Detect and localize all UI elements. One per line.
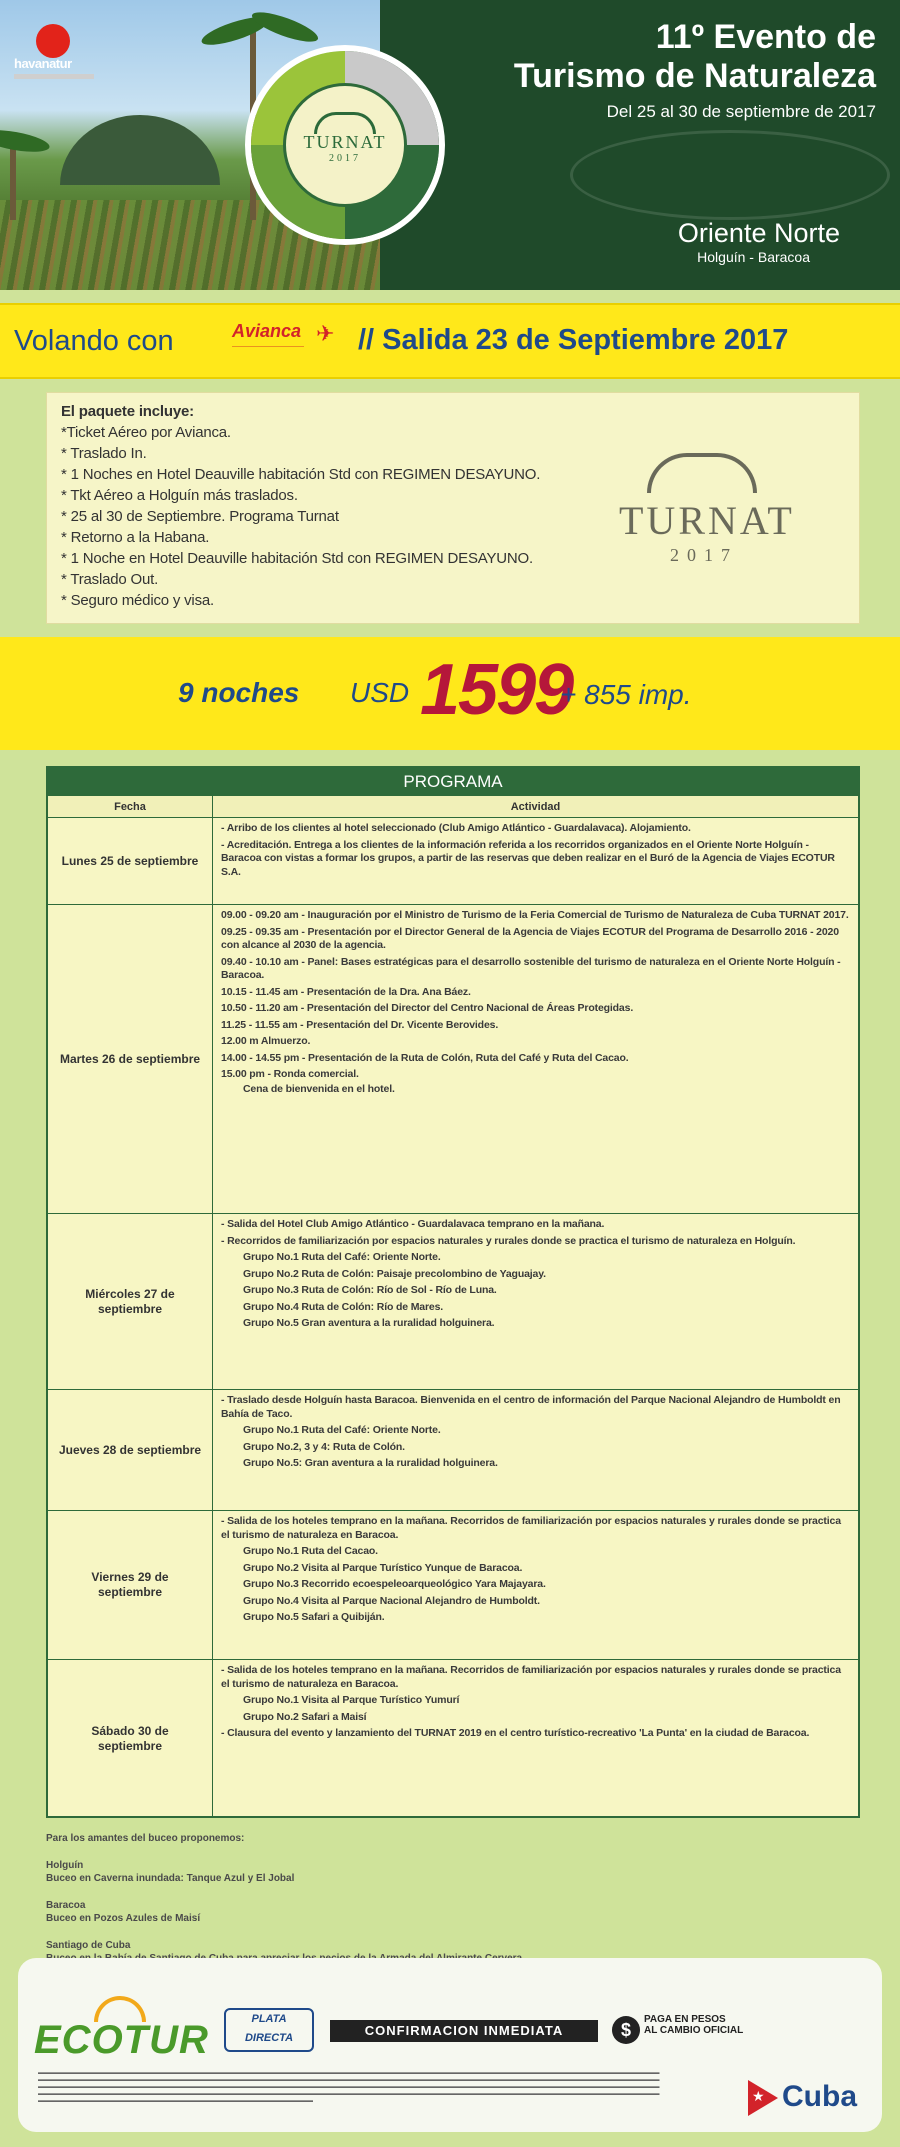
- pay-line-1: PAGA EN PESOS: [644, 2014, 726, 2025]
- bird-icon: ✈: [316, 321, 335, 346]
- event-dates: Del 25 al 30 de septiembre de 2017: [606, 102, 876, 121]
- activity-line: Grupo No.1 Ruta del Cacao.: [243, 1545, 378, 1557]
- turnat-year: 2017: [329, 153, 361, 164]
- program-title: PROGRAMA: [48, 768, 858, 796]
- activity-line: - Arribo de los clientes al hotel seleccionado (Club Amigo Atlántico - Guardalavaca). Alojamiento.: [221, 822, 691, 834]
- brand-name: havanatur: [14, 56, 72, 71]
- activity-line: Grupo No.2 Safari a Maisí: [243, 1710, 367, 1723]
- ecotur-logo: [34, 1996, 224, 2066]
- airline-name: Avianca: [232, 321, 302, 341]
- activity-line: Cena de bienvenida en el hotel.: [243, 1082, 395, 1095]
- activity-line: Grupo No.2 Ruta de Colón: Paisaje precolombino de Yaguajay.: [243, 1267, 546, 1280]
- table-header: [48, 796, 858, 818]
- row-date: Sábado 30 de septiembre: [48, 1660, 213, 1817]
- activity-line: Grupo No.4 Visita al Parque Nacional Alejandro de Humboldt.: [243, 1594, 540, 1607]
- decorative-swoosh: [570, 130, 890, 220]
- row-activities: [213, 818, 858, 904]
- activity-line: Grupo No.5: Gran aventura a la ruralidad holguinera.: [243, 1457, 498, 1469]
- activity-line: - Recorridos de familiarización por espacios naturales y rurales donde se practica el turismo de naturaleza en Holguín.: [221, 1234, 796, 1247]
- pay-text: [644, 2014, 743, 2036]
- spacer: [46, 1845, 860, 1859]
- brand-underline: [14, 74, 94, 79]
- region-name: Oriente Norte: [677, 218, 840, 248]
- pay-line-2: AL CAMBIO OFICIAL: [644, 2025, 744, 2036]
- plata-directa-badge: [224, 2008, 314, 2052]
- package-item: * Tkt Aéreo a Holguín más traslados.: [61, 487, 298, 504]
- activity-line: 12.00 m Almuerzo.: [221, 1035, 311, 1047]
- watermark-year: 2017: [670, 545, 738, 565]
- table-row: [48, 905, 858, 1214]
- nights-label: 9 noches: [178, 677, 300, 708]
- currency-label: USD: [350, 677, 410, 708]
- activity-line: Grupo No.4 Ruta de Colón: Río de Mares.: [243, 1300, 444, 1313]
- footer-panel: [18, 1958, 882, 2132]
- ecotur-word: ECOTUR: [34, 2018, 209, 2062]
- plata-line-1: PLATA: [251, 2013, 287, 2025]
- package-item: * 25 al 30 de Septiembre. Programa Turnat: [61, 508, 339, 525]
- program-table: [46, 766, 860, 1818]
- activity-line: - Clausura del evento y lanzamiento del TURNAT 2019 en el centro turístico-recreativo 'La Punta' en la ciudad de Baracoa.: [221, 1727, 810, 1739]
- table-row: [48, 1660, 858, 1817]
- package-item: *Ticket Aéreo por Avianca.: [61, 424, 231, 441]
- region-label: [678, 218, 840, 265]
- activity-line: 09.40 - 10.10 am - Panel: Bases estratégicas para el desarrollo sostenible del turismo de naturaleza en el Oriente Norte Holguín - Baracoa.: [221, 955, 841, 981]
- event-header: [0, 0, 900, 290]
- cuba-word: Cuba: [782, 2080, 857, 2113]
- flight-banner: [0, 303, 900, 379]
- activity-line: 10.15 - 11.45 am - Presentación de la Dra. Ana Báez.: [221, 985, 471, 998]
- arch-icon: [314, 112, 376, 134]
- activity-line: 10.50 - 11.20 am - Presentación del Director del Centro Nacional de Áreas Protegidas.: [221, 1002, 634, 1014]
- pay-in-pesos-badge: [612, 2012, 752, 2048]
- activity-line: Grupo No.1 Ruta del Café: Oriente Norte.: [243, 1424, 441, 1436]
- diving-section: [46, 1832, 860, 1965]
- cuba-logo: [748, 2076, 866, 2122]
- table-row: [48, 818, 858, 905]
- activity-line: Grupo No.1 Ruta del Café: Oriente Norte.: [243, 1251, 441, 1263]
- spacer: [46, 1885, 860, 1899]
- title-line-2: Turismo de Naturaleza: [513, 57, 876, 95]
- subregion-name: Holguín - Baracoa: [697, 249, 810, 265]
- tax-label: + 855 imp.: [560, 679, 692, 710]
- price-banner: [0, 637, 900, 750]
- row-date: Jueves 28 de septiembre: [48, 1390, 213, 1510]
- arch-icon: [647, 453, 757, 493]
- airline-tagline-bar: ————————————: [232, 344, 304, 350]
- departure-date: // Salida 23 de Septiembre 2017: [358, 324, 789, 356]
- plata-line-2: DIRECTA: [244, 2032, 294, 2044]
- legal-fine-print: ▬▬▬▬▬▬▬▬▬▬▬▬▬▬▬▬▬▬▬▬▬▬▬▬▬▬▬▬▬▬▬▬▬▬▬▬▬▬▬▬▬▬▬▬▬▬▬▬▬▬▬▬▬▬▬▬▬▬▬▬▬▬▬▬▬▬▬▬▬▬▬▬▬▬▬▬▬▬▬▬▬▬▬▬▬▬▬▬▬▬▬▬▬▬▬▬▬▬▬▬▬▬▬▬▬▬▬▬▬▬▬▬▬ ▬▬▬▬▬▬▬▬▬▬▬▬▬▬▬▬▬▬▬▬▬▬▬▬▬▬▬▬▬▬▬▬▬▬▬▬▬▬▬▬▬▬▬▬▬▬▬▬▬▬▬▬▬▬▬▬▬▬▬▬▬▬▬▬▬▬▬▬▬▬▬▬▬▬▬▬▬▬▬▬▬▬▬▬▬▬▬▬▬▬▬▬▬▬▬▬▬▬▬▬▬▬▬▬▬▬▬▬▬▬▬▬▬ ▬▬▬▬▬▬▬▬▬▬▬▬▬▬▬▬▬▬▬▬▬▬▬▬▬▬▬▬▬▬▬▬▬▬▬▬▬▬▬▬▬▬▬▬▬▬▬▬▬▬▬▬▬▬▬▬▬▬▬▬▬▬▬▬▬▬▬▬▬▬▬▬▬▬▬▬▬▬▬▬▬▬▬▬▬▬▬▬▬▬▬▬▬▬▬▬▬▬▬▬▬▬▬▬▬▬▬▬▬▬▬▬▬ ▬▬▬▬▬▬▬▬▬▬▬▬▬▬▬▬▬▬▬▬▬▬▬▬▬▬▬▬▬▬▬▬▬▬▬▬▬▬▬▬▬▬▬▬▬▬▬▬▬▬▬▬▬▬▬▬▬▬▬▬▬▬▬▬▬▬▬▬▬▬▬▬▬▬▬▬▬▬▬▬▬▬▬▬▬▬▬▬▬▬▬▬▬▬▬▬▬▬▬▬▬▬▬▬▬▬▬▬▬▬▬▬▬ ▬▬▬▬▬▬▬▬▬▬▬▬▬▬▬▬▬▬▬▬▬▬▬▬▬▬▬▬▬▬▬▬▬▬▬▬▬▬▬▬▬▬▬▬▬▬▬▬▬▬: [38, 2070, 660, 2104]
- havanatur-logo: [14, 24, 104, 94]
- activity-line: 11.25 - 11.55 am - Presentación del Dr. Vicente Berovides.: [221, 1018, 499, 1031]
- activity-line: Grupo No.5 Safari a Quibiján.: [243, 1611, 385, 1623]
- row-activities: [213, 905, 858, 1213]
- star-icon: ★: [752, 2088, 765, 2104]
- diving-place: Baracoa: [46, 1900, 86, 1911]
- header-actividad: Actividad: [510, 801, 561, 813]
- sun-icon: [36, 24, 70, 58]
- mountain-shape: [60, 115, 220, 185]
- avianca-logo: [232, 321, 344, 363]
- package-item: * Retorno a la Habana.: [61, 529, 210, 546]
- turnat-badge: [245, 45, 445, 245]
- palm-leaf: [0, 126, 51, 156]
- dollar-icon: $: [612, 2016, 640, 2044]
- activity-line: Grupo No.3 Ruta de Colón: Río de Sol - Río de Luna.: [243, 1284, 497, 1296]
- package-item: * 1 Noches en Hotel Deauville habitación Std con REGIMEN DESAYUNO.: [61, 466, 541, 483]
- activity-line: Grupo No.2 Visita al Parque Turístico Yunque de Baracoa.: [243, 1561, 523, 1574]
- diving-place: Santiago de Cuba: [46, 1940, 131, 1951]
- package-item: * Traslado Out.: [61, 571, 159, 588]
- volando-label: Volando con: [14, 325, 174, 357]
- activity-line: - Acreditación. Entrega a los clientes de la información referida a los recorridos organizados en el Oriente Norte Holguín - Baracoa con vistas a formar los grupos, a partir de las reservas que deben realizar en el Buró de la Agencia de Viajes ECOTUR S.A.: [221, 838, 835, 878]
- table-row: [48, 1214, 858, 1390]
- watermark-word: TURNAT: [619, 498, 795, 543]
- event-title: [436, 18, 876, 122]
- row-activities: [213, 1214, 858, 1389]
- row-activities: [213, 1511, 858, 1659]
- turnat-watermark: [619, 453, 795, 573]
- row-date: Miércoles 27 de septiembre: [48, 1214, 213, 1389]
- activity-line: 09.00 - 09.20 am - Inauguración por el Ministro de Turismo de la Feria Comercial de Turismo de Naturaleza de Cuba TURNAT 2017.: [221, 909, 849, 921]
- package-item: * Seguro médico y visa.: [61, 592, 214, 609]
- activity-line: 15.00 pm - Ronda comercial.: [221, 1068, 359, 1080]
- activity-line: Grupo No.3 Recorrido ecoespeleoarqueológico Yara Majayara.: [243, 1578, 546, 1590]
- package-title: El paquete incluye:: [61, 403, 194, 420]
- package-item: * Traslado In.: [61, 445, 147, 462]
- package-item: * 1 Noche en Hotel Deauville habitación Std con REGIMEN DESAYUNO.: [61, 550, 533, 567]
- title-line-1: 11º Evento de: [655, 18, 876, 56]
- diving-place: Holguín: [46, 1860, 84, 1871]
- activity-line: - Salida de los hoteles temprano en la mañana. Recorridos de familiarización por espacios naturales y rurales donde se practica el turismo de naturaleza en Baracoa.: [221, 1515, 841, 1541]
- activity-line: Grupo No.2, 3 y 4: Ruta de Colón.: [243, 1440, 405, 1453]
- activity-line: 14.00 - 14.55 pm - Presentación de la Ruta de Colón, Ruta del Café y Ruta del Cacao.: [221, 1051, 629, 1064]
- turnat-word: TURNAT: [303, 132, 387, 152]
- spacer: [46, 1925, 860, 1939]
- row-date: Viernes 29 de septiembre: [48, 1511, 213, 1659]
- row-date: Martes 26 de septiembre: [48, 905, 213, 1213]
- row-date: Lunes 25 de septiembre: [48, 818, 213, 904]
- palm-trunk: [10, 140, 16, 220]
- activity-line: - Salida del Hotel Club Amigo Atlántico - Guardalavaca temprano en la mañana.: [221, 1218, 605, 1230]
- activity-line: 09.25 - 09.35 am - Presentación por el Director General de la Agencia de Viajes ECOTUR del Programa de Desarrollo 2016 - 2020 con alcance al 2030 de la agencia.: [221, 925, 839, 951]
- activity-line: - Traslado desde Holguín hasta Baracoa. Bienvenida en el centro de información del Parque Nacional Alejandro de Humboldt en Bahía de Taco.: [221, 1394, 841, 1420]
- turnat-logo: [283, 83, 407, 207]
- table-row: [48, 1390, 858, 1511]
- table-row: [48, 1511, 858, 1660]
- package-box: [46, 392, 860, 624]
- diving-text: Buceo en Caverna inundada: Tanque Azul y El Jobal: [46, 1873, 295, 1884]
- activity-line: Grupo No.1 Visita al Parque Turístico Yumurí: [243, 1694, 460, 1706]
- price-amount: 1599: [420, 650, 573, 730]
- confirmation-badge: CONFIRMACION INMEDIATA: [330, 2020, 598, 2042]
- row-activities: [213, 1660, 858, 1817]
- activity-line: Grupo No.5 Gran aventura a la ruralidad holguinera.: [243, 1317, 495, 1329]
- activity-line: - Salida de los hoteles temprano en la mañana. Recorridos de familiarización por espacios naturales y rurales donde se practica el turismo de naturaleza en Baracoa.: [221, 1664, 841, 1690]
- diving-intro: Para los amantes del buceo proponemos:: [46, 1833, 245, 1844]
- row-activities: [213, 1390, 858, 1510]
- header-fecha: Fecha: [48, 796, 213, 817]
- diving-text: Buceo en Pozos Azules de Maisí: [46, 1913, 201, 1924]
